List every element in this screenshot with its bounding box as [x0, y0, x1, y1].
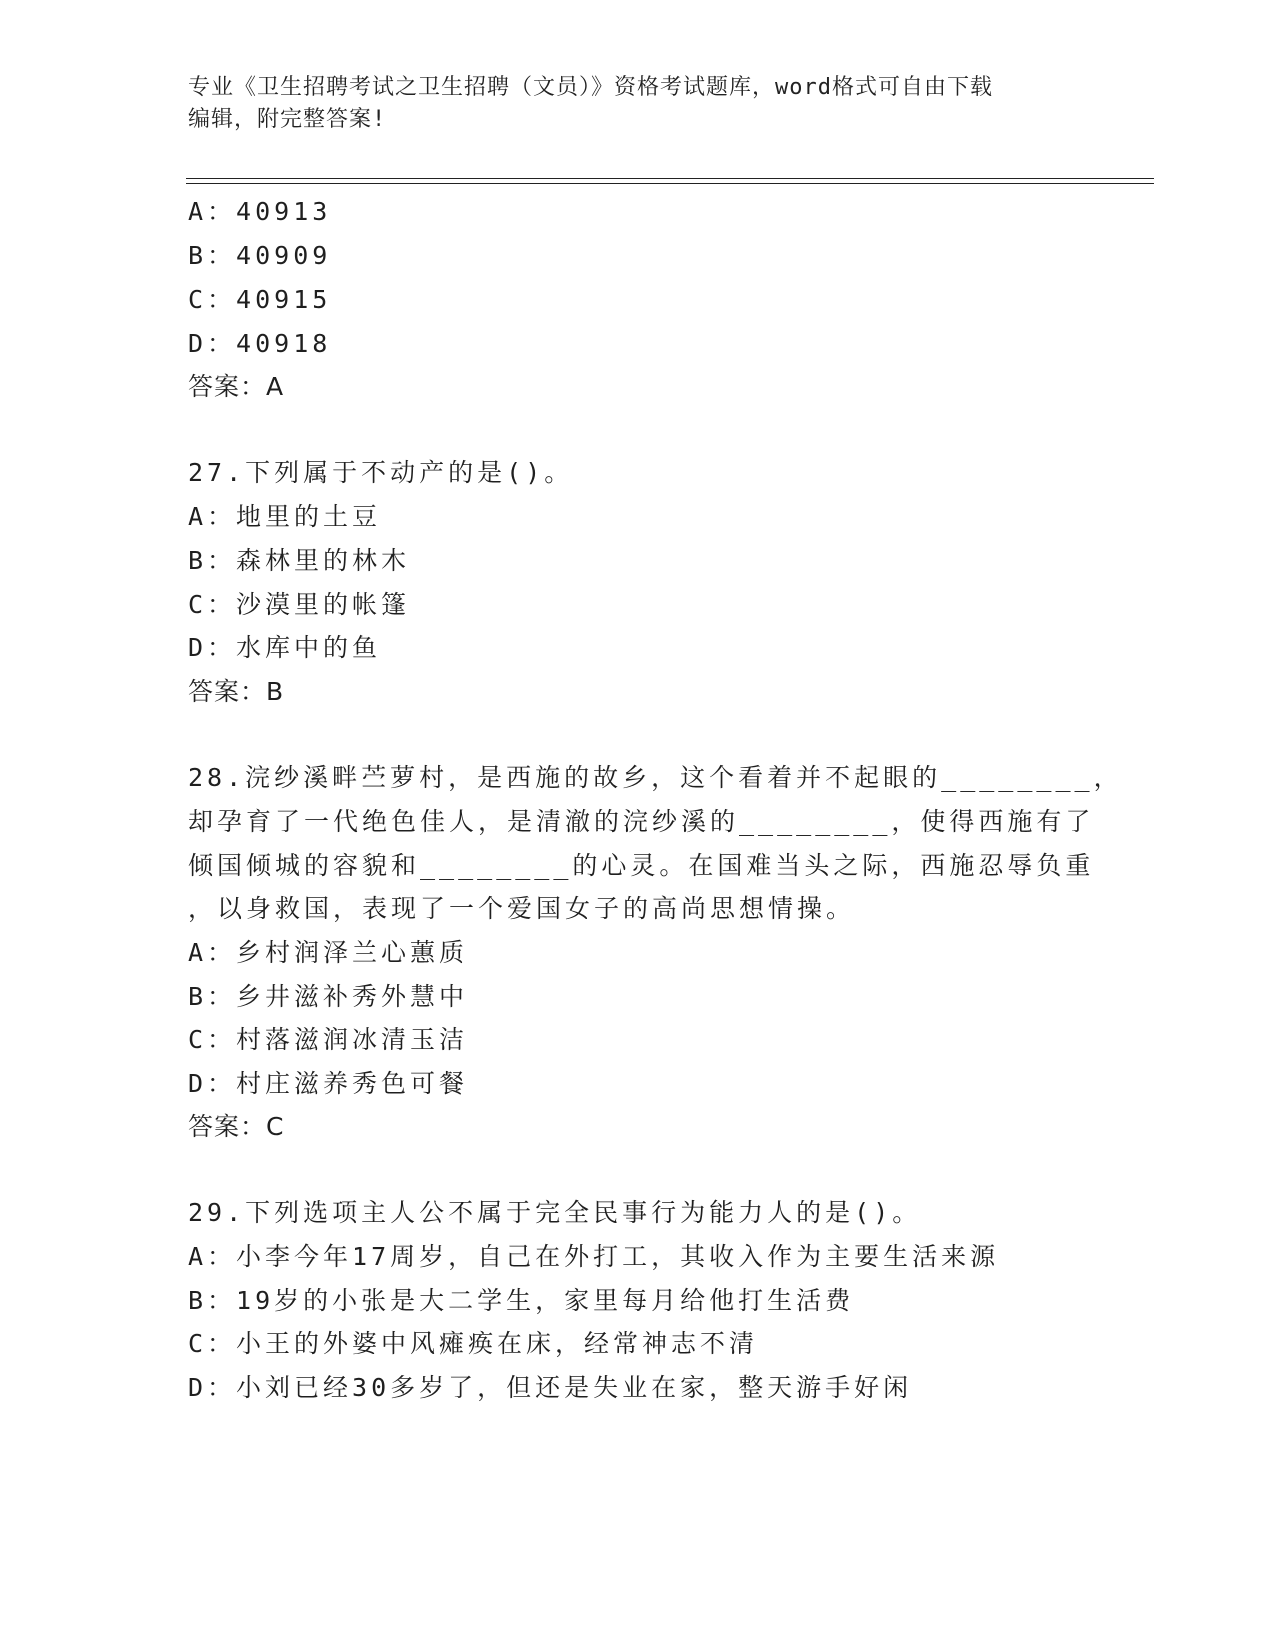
q26-option-d: D：40918: [188, 329, 332, 358]
q28-question-line-1: 28.浣纱溪畔苎萝村，是西施的故乡，这个看着并不起眼的________，: [188, 763, 1123, 792]
q29-option-b: B：19岁的小张是大二学生，家里每月给他打生活费: [188, 1286, 855, 1315]
header-divider-bottom: [186, 183, 1154, 184]
q29-option-d: D：小刘已经30多岁了，但还是失业在家，整天游手好闲: [188, 1373, 913, 1402]
q28-question-line-4: ，以身救国，表现了一个爱国女子的高尚思想情操。: [188, 894, 856, 923]
q28-option-d: D：村庄滋养秀色可餐: [188, 1069, 469, 1098]
header-divider-top: [186, 178, 1154, 179]
q26-answer: 答案：A: [188, 372, 285, 401]
q27-answer: 答案：B: [188, 677, 285, 706]
q29-question: 29.下列选项主人公不属于完全民事行为能力人的是()。: [188, 1198, 922, 1227]
q29-option-a: A：小李今年17周岁，自己在外打工，其收入作为主要生活来源: [188, 1242, 1000, 1271]
q28-option-c: C：村落滋润冰清玉洁: [188, 1025, 469, 1054]
q26-option-c: C：40915: [188, 285, 332, 314]
q27-option-a: A：地里的土豆: [188, 502, 382, 531]
header-line-1: 专业《卫生招聘考试之卫生招聘（文员）》资格考试题库，word格式可自由下载: [188, 75, 993, 100]
header-line-2: 编辑，附完整答案!: [188, 107, 387, 132]
q28-answer: 答案：C: [188, 1112, 285, 1141]
q27-option-c: C：沙漠里的帐篷: [188, 590, 411, 619]
q28-option-b: B：乡井滋补秀外慧中: [188, 982, 469, 1011]
q28-question-line-3: 倾国倾城的容貌和________的心灵。在国难当头之际，西施忍辱负重: [188, 851, 1095, 880]
document-header: [188, 72, 1088, 136]
q28-option-a: A：乡村润泽兰心蕙质: [188, 938, 469, 967]
q26-option-b: B：40909: [188, 241, 332, 270]
q29-option-c: C：小王的外婆中风瘫痪在床，经常神志不清: [188, 1329, 759, 1358]
q27-question: 27.下列属于不动产的是()。: [188, 458, 574, 487]
q27-option-b: B：森林里的林木: [188, 546, 411, 575]
q28-question-line-2: 却孕育了一代绝色佳人，是清澈的浣纱溪的________，使得西施有了: [188, 807, 1095, 836]
q27-option-d: D：水库中的鱼: [188, 633, 382, 662]
q26-option-a: A：40913: [188, 197, 332, 226]
